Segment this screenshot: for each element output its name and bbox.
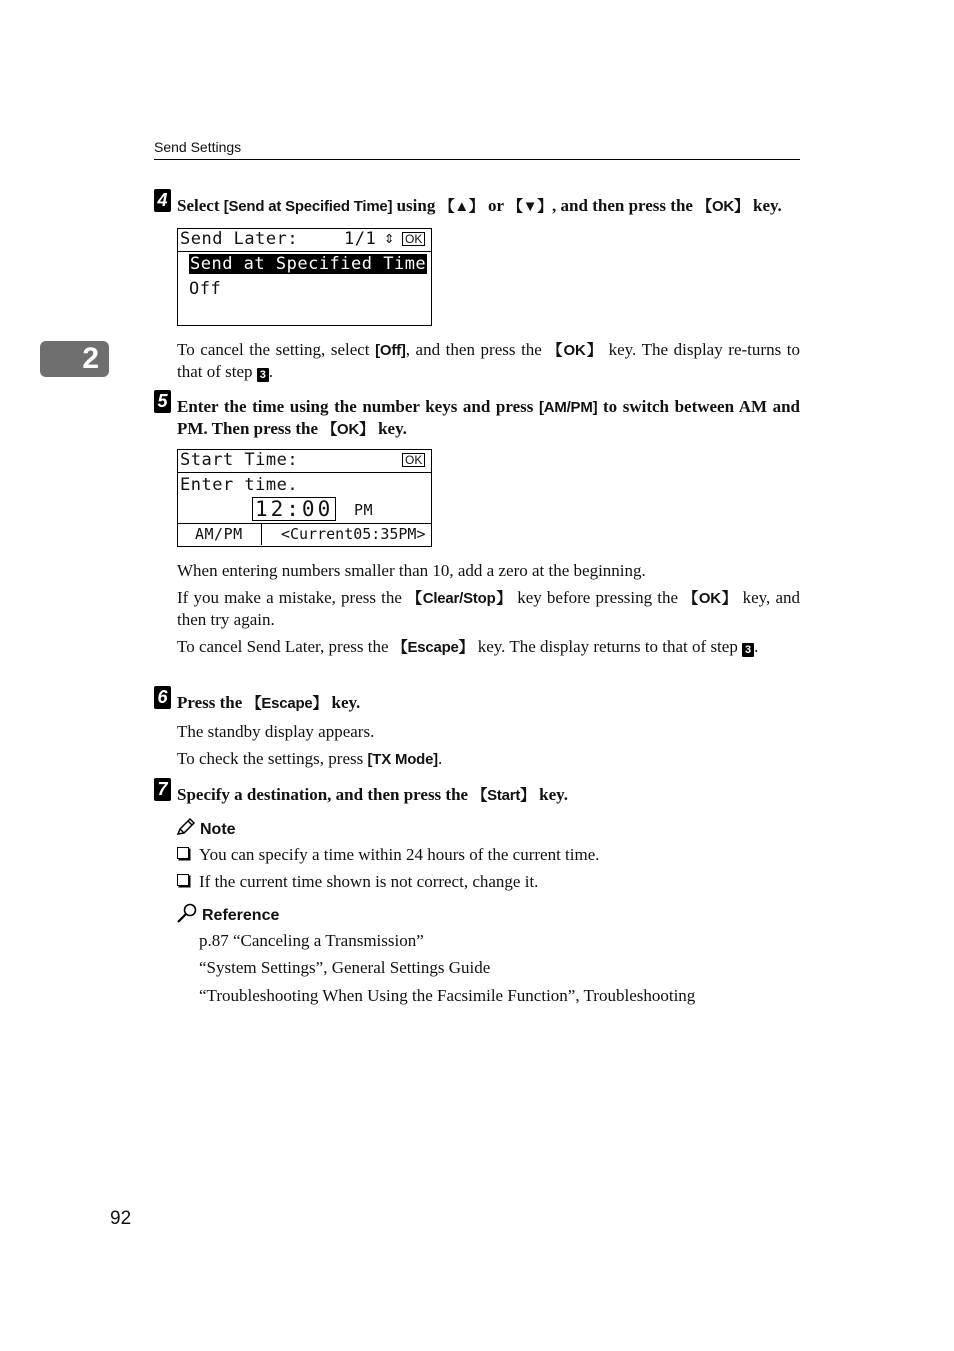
- lcd-option-off[interactable]: Off: [189, 279, 222, 299]
- lcd-page-indicator: 1/1: [344, 229, 377, 249]
- note-heading: Note: [200, 821, 236, 838]
- step-5-zero-note: When entering numbers smaller than 10, add a zero at the beginning.: [177, 561, 646, 580]
- time-entry-field[interactable]: 12:00: [252, 497, 336, 521]
- step-badge: 3: [742, 643, 754, 657]
- running-header: Send Settings: [154, 139, 242, 155]
- note-item: If the current time shown is not correct, change it.: [177, 871, 800, 892]
- lcd-start-time-screen: [177, 449, 432, 547]
- pencil-icon: [176, 818, 196, 836]
- lcd-title: Send Later:: [180, 229, 299, 249]
- step-4-instruction: Select [Send at Specified Time] using 【▲】 or 【▼】, and then press the 【OK】 key.: [177, 196, 782, 215]
- ampm-softkey[interactable]: AM/PM: [195, 525, 243, 543]
- note-heading-row: [176, 818, 236, 839]
- reference-link[interactable]: p.87 “Canceling a Transmission”: [199, 931, 424, 950]
- step-number-5: 5: [154, 390, 171, 413]
- step-number-7: 7: [154, 778, 171, 801]
- lcd-option-selected[interactable]: Send at Specified Time: [190, 254, 427, 274]
- chapter-tab: 2: [40, 341, 109, 377]
- reference-heading: Reference: [202, 907, 280, 924]
- step-5-cancel-note: To cancel Send Later, press the 【Escape】 key. The display returns to that of step 3 .: [177, 637, 759, 656]
- magnifier-icon: [176, 903, 198, 923]
- step-7-instruction: Specify a destination, and then press the 【Start】 key.: [177, 785, 568, 804]
- step-5-mistake-note: If you make a mistake, press the 【Clear/Stop】 key before pressing the 【OK】 key, and then try again.: [177, 588, 801, 629]
- ok-icon: OK: [402, 232, 425, 246]
- current-time-readout: <Current05:35PM>: [281, 525, 426, 543]
- ampm-indicator: PM: [354, 501, 374, 519]
- step-6-standby-note: The standby display appears.: [177, 722, 375, 741]
- page-number: 92: [110, 1208, 132, 1229]
- step-6-instruction: Press the 【Escape】 key.: [177, 693, 361, 712]
- step-badge: 3: [257, 368, 269, 382]
- checkbox-bullet-icon: [177, 847, 189, 859]
- checkbox-bullet-icon: [177, 874, 189, 886]
- lcd-send-later-screen: [177, 228, 432, 326]
- step-number-6: 6: [154, 686, 171, 709]
- step-6-check-note: To check the settings, press [TX Mode].: [177, 749, 443, 768]
- lcd-prompt: Enter time.: [180, 475, 299, 495]
- header-divider: [154, 159, 800, 160]
- step-number-4: 4: [154, 189, 171, 212]
- reference-link[interactable]: “Troubleshooting When Using the Facsimile Function”, Troubleshooting: [199, 986, 696, 1005]
- lcd-title: Start Time:: [180, 450, 299, 470]
- note-item: You can specify a time within 24 hours of the current time.: [177, 844, 800, 865]
- reference-heading-row: [176, 903, 279, 925]
- up-down-arrow-icon: ⇕: [384, 228, 395, 248]
- step-5-instruction: Enter the time using the number keys and press [AM/PM] to switch between AM and PM. Then press the 【OK】 key.: [177, 397, 801, 438]
- step-4-cancel-note: To cancel the setting, select [Off], and then press the 【OK】 key. The display re-turns to that of step 3 .: [177, 340, 800, 381]
- ok-icon: OK: [402, 453, 425, 467]
- reference-link[interactable]: “System Settings”, General Settings Guide: [199, 958, 491, 977]
